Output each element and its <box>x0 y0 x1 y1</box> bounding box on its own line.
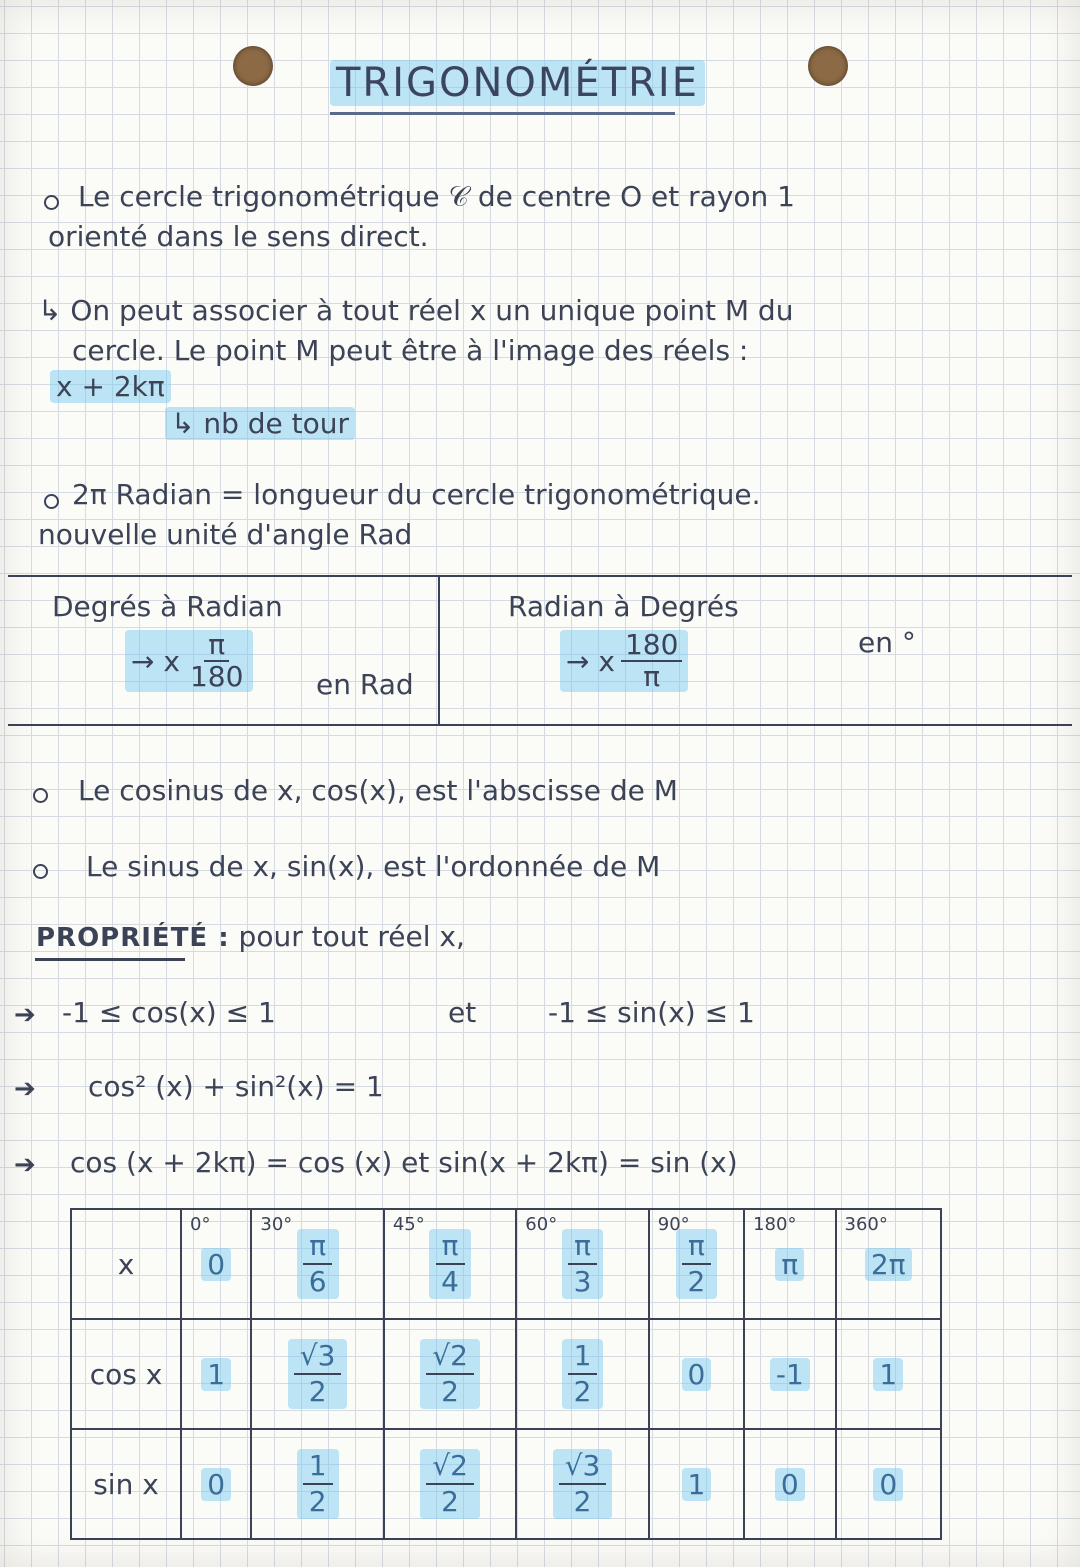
assoc-line-1: ↳ On peut associer à tout réel x un unique point M du <box>38 294 794 327</box>
radian-line-1: 2π Radian = longueur du cercle trigonométrique. <box>72 478 761 511</box>
bullet-dot <box>33 864 48 879</box>
bullet-dot <box>44 195 59 210</box>
table-cell: $\frac{√3}{2}$ <box>251 1319 383 1429</box>
table-cell: -1 <box>744 1319 835 1429</box>
table-row-sin <box>71 1429 941 1539</box>
table-cell: 0° 0 <box>181 1209 251 1319</box>
table-cell: 0 <box>181 1429 251 1539</box>
table-cell: $\frac{√2}{2}$ <box>384 1429 516 1539</box>
rad-to-deg-formula: → x $\frac{180}{\pi}$ <box>560 630 688 692</box>
assoc-note: ↳ nb de tour <box>165 407 355 440</box>
property-bound-cos: -1 ≤ cos(x) ≤ 1 <box>62 996 276 1029</box>
conversion-divider <box>438 577 440 724</box>
table-cell: $\frac{1}{2}$ <box>516 1319 648 1429</box>
bullet-dot <box>33 788 48 803</box>
property-heading: PROPRIÉTÉ : pour tout réel x, <box>36 920 465 953</box>
intro-line-1: Le cercle trigonométrique 𝒞 de centre O et rayon 1 <box>78 180 795 213</box>
table-cell: 90° $\frac{\pi}{2}$ <box>649 1209 744 1319</box>
deg-to-rad-unit: en Rad <box>316 668 414 701</box>
table-cell: 0 <box>836 1429 942 1539</box>
property-and: et <box>448 996 477 1029</box>
trig-values-table <box>70 1208 942 1540</box>
table-cell: 30° $\frac{\pi}{6}$ <box>251 1209 383 1319</box>
table-cell: 0 <box>744 1429 835 1539</box>
property-underline <box>35 958 185 961</box>
punch-hole-left <box>233 46 273 86</box>
intro-line-2: orienté dans le sens direct. <box>48 220 429 253</box>
rad-to-deg-unit: en ° <box>858 626 916 659</box>
page-title: TRIGONOMÉTRIE <box>330 60 675 106</box>
property-bound-sin: -1 ≤ sin(x) ≤ 1 <box>548 996 755 1029</box>
cos-definition: Le cosinus de x, cos(x), est l'abscisse de M <box>78 774 678 807</box>
table-cell: 1 <box>836 1319 942 1429</box>
table-cell: $\frac{1}{2}$ <box>251 1429 383 1539</box>
radian-line-2: nouvelle unité d'angle Rad <box>38 518 413 551</box>
rad-to-deg-title: Radian à Degrés <box>508 590 739 623</box>
row-head-x: x <box>71 1209 181 1319</box>
conversion-bottom-rule <box>8 724 1072 726</box>
table-cell: 60° $\frac{\pi}{3}$ <box>516 1209 648 1319</box>
assoc-formula: x + 2kπ <box>50 370 171 403</box>
bullet-dot <box>44 494 59 509</box>
arrow-icon: ➔ <box>14 1150 36 1180</box>
table-row-cos <box>71 1319 941 1429</box>
table-cell: 1 <box>649 1429 744 1539</box>
table-cell: 0 <box>649 1319 744 1429</box>
table-cell: 360° 2π <box>836 1209 942 1319</box>
table-cell: $\frac{√3}{2}$ <box>516 1429 648 1539</box>
row-head-sin: sin x <box>71 1429 181 1539</box>
property-periodicity: cos (x + 2kπ) = cos (x) et sin(x + 2kπ) = sin (x) <box>70 1146 738 1179</box>
table-cell: 45° $\frac{\pi}{4}$ <box>384 1209 516 1319</box>
table-cell: 1 <box>181 1319 251 1429</box>
row-head-cos: cos x <box>71 1319 181 1429</box>
arrow-icon: ➔ <box>14 1074 36 1104</box>
table-cell: 180° π <box>744 1209 835 1319</box>
conversion-top-rule <box>8 575 1072 577</box>
deg-to-rad-title: Degrés à Radian <box>52 590 283 623</box>
deg-to-rad-formula: → x $\frac{\pi}{180}$ <box>125 630 253 692</box>
sin-definition: Le sinus de x, sin(x), est l'ordonnée de M <box>86 850 661 883</box>
punch-hole-right <box>808 46 848 86</box>
assoc-line-2: cercle. Le point M peut être à l'image des réels : <box>72 334 749 367</box>
table-cell: $\frac{√2}{2}$ <box>384 1319 516 1429</box>
arrow-icon: ➔ <box>14 1000 36 1030</box>
property-pythagorean: cos² (x) + sin²(x) = 1 <box>88 1070 384 1103</box>
table-row-x <box>71 1209 941 1319</box>
title-underline <box>330 112 675 115</box>
